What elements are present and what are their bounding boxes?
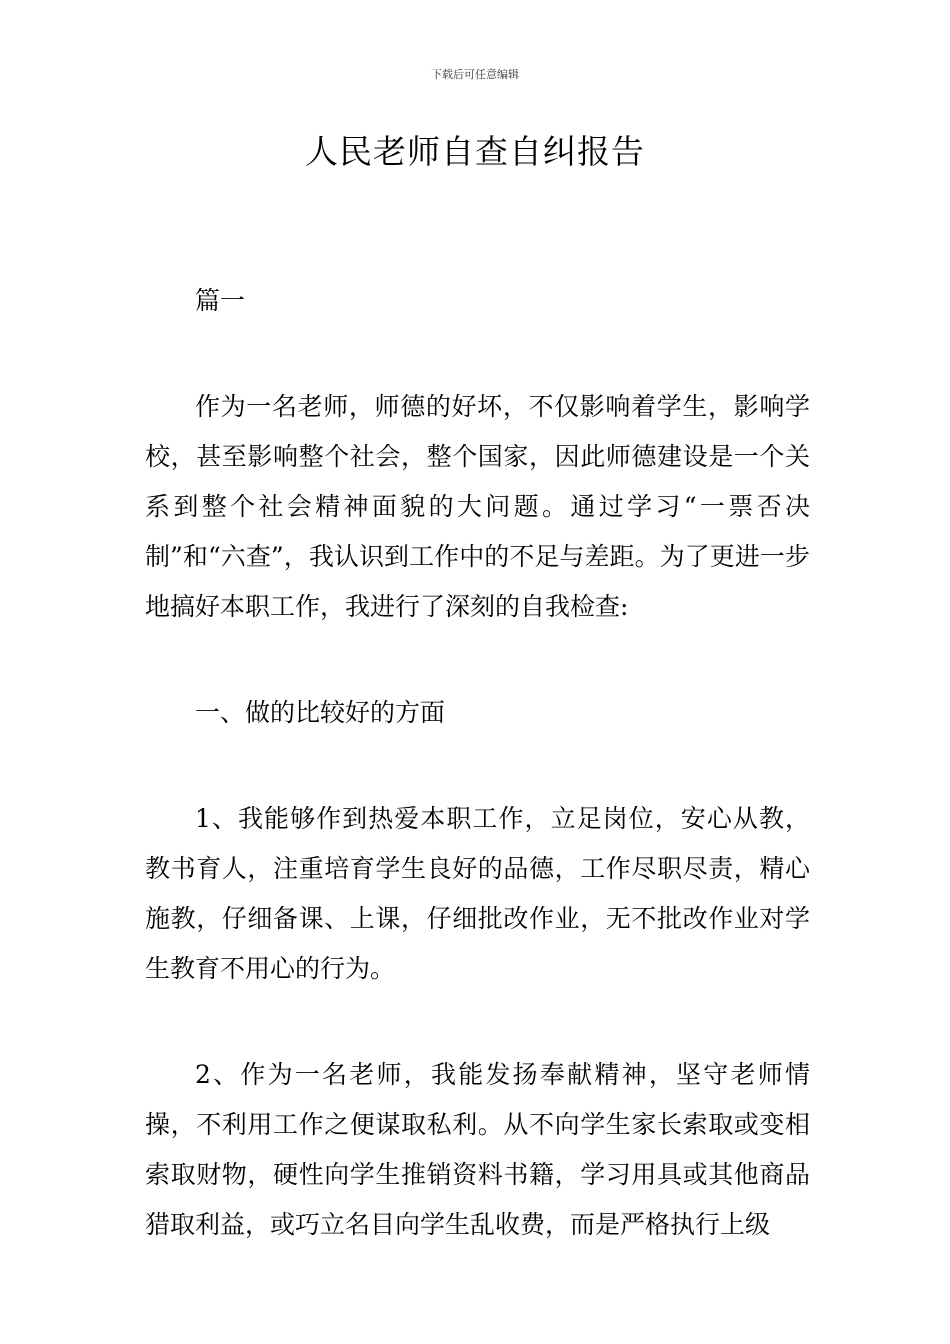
paragraph-item-2: 2、作为一名老师，我能发扬奉献精神，坚守老师情操，不利用工作之便谋取私利。从不向学生家长索取或变相索取财物，硬性向学生推销资料书籍，学习用具或其他商品猎取利益，或巧立名目向学生乱收费，而是严格执行上级 (145, 1060, 810, 1239)
heading-good-aspects: 一、做的比较好的方面 (195, 698, 446, 727)
paragraph-intro: 作为一名老师，师德的好坏，不仅影响着学生，影响学校，甚至影响整个社会，整个国家，因此师德建设是一个关系到整个社会精神面貌的大问题。通过学习“一票否决制”和“六查”，我认识到工作中的不足与差距。为了更进一步地搞好本职工作，我进行了深刻的自我检查: (145, 392, 810, 621)
document-body (145, 276, 810, 1306)
section-label: 篇一 (195, 286, 246, 315)
document-title: 人民老师自查自纠报告 (305, 132, 645, 171)
page-header-note: 下载后可任意编辑 (431, 68, 519, 81)
paragraph-item-1: 1、我能够作到热爱本职工作，立足岗位，安心从教，教书育人，注重培育学生良好的品德，工作尽职尽责，精心施教，仔细备课、上课，仔细批改作业，无不批改作业对学生教育不用心的行为。 (145, 804, 810, 983)
